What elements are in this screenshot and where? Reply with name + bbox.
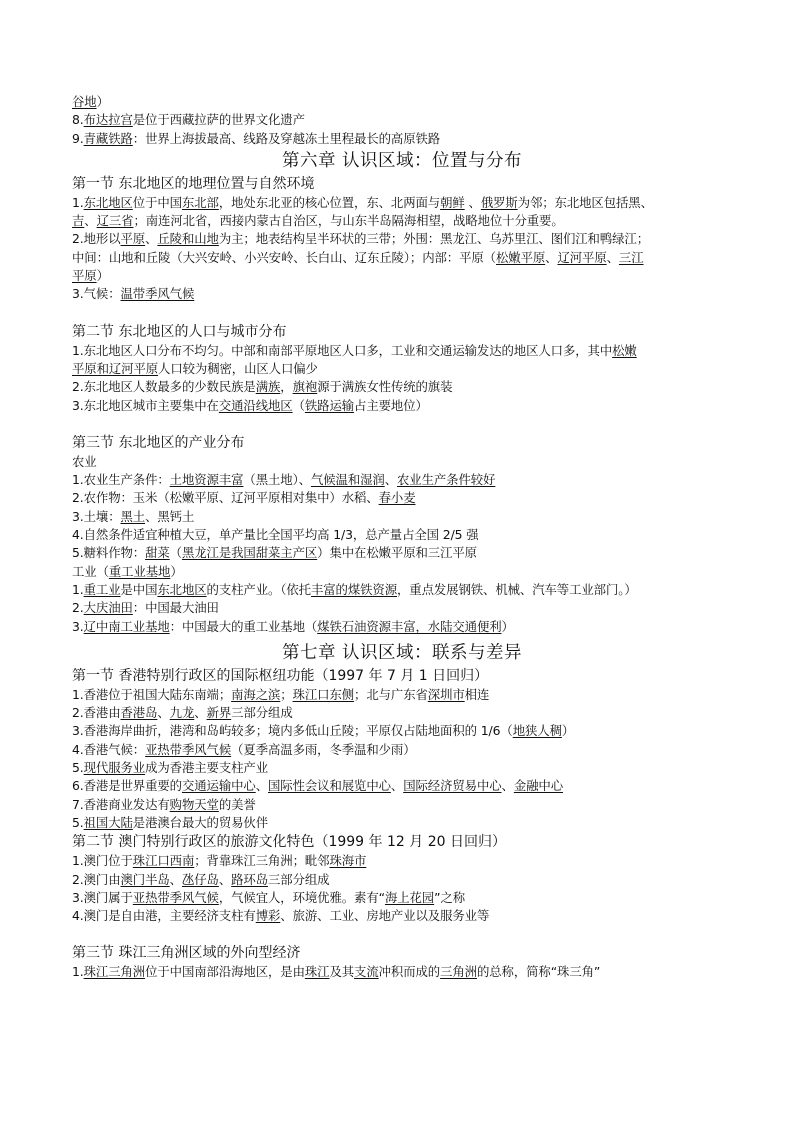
underlined-key-term: 亚热带季风气候 xyxy=(145,741,232,757)
text-line xyxy=(72,722,732,740)
text-run: 1.农业生产条件： xyxy=(72,472,170,488)
underlined-key-term: 重工业基地 xyxy=(108,563,171,579)
underlined-key-term: 地狭人稠 xyxy=(512,723,562,739)
text-run: 1.澳门位于 xyxy=(72,853,133,869)
underlined-key-term: 气候温和湿润 xyxy=(310,472,385,488)
text-run: 三部分组成 xyxy=(231,705,293,721)
text-line xyxy=(72,378,732,396)
underlined-key-term: 甜菜 xyxy=(145,545,170,561)
text-run: 5.糖料作物： xyxy=(72,545,146,561)
text-line xyxy=(72,741,732,759)
underlined-key-term: 满族 xyxy=(255,379,281,395)
text-run: 是中国 xyxy=(120,581,158,597)
text-run: 2.香港由 xyxy=(72,705,121,721)
text-run: 3.东北地区城市主要集中在 xyxy=(72,397,219,413)
text-line xyxy=(72,907,732,925)
text-run: 5. xyxy=(72,814,84,830)
underlined-key-term: 珠江口东侧 xyxy=(292,686,355,702)
underlined-key-term: 温带季风气候 xyxy=(120,286,195,302)
chapter-heading: 第七章 认识区域：联系与差异 xyxy=(281,642,523,663)
text-run: 位于中国南部沿海地区，是由 xyxy=(145,964,305,980)
underlined-key-term: 交通沿线地区 xyxy=(218,397,293,413)
text-line xyxy=(72,267,732,285)
text-run: 人口较为稠密，山区人口偏少 xyxy=(158,360,318,376)
text-run: 1. xyxy=(72,581,84,597)
text-run: ） xyxy=(501,618,514,634)
underlined-key-term: 南海之滨 xyxy=(231,686,281,702)
text-run: 是港澳台最大的贸易伙伴 xyxy=(132,814,268,830)
text-run: 1. xyxy=(72,964,84,980)
text-run: 3.气候： xyxy=(72,286,121,302)
text-run: ，地处东北亚的核心位置，东、北两面与 xyxy=(218,194,441,210)
underlined-key-term: 东北地区 xyxy=(157,581,207,597)
underlined-key-term: 俄罗斯 xyxy=(480,194,518,210)
underlined-key-term: 购物天堂 xyxy=(169,796,219,812)
underlined-key-term: 三江 xyxy=(618,249,644,265)
text-line xyxy=(72,759,732,777)
text-run: 是位于西藏拉萨的世界文化遗产 xyxy=(132,112,305,128)
text-run: 、 xyxy=(501,778,514,794)
underlined-key-term: 辽三省 xyxy=(96,213,134,229)
underlined-key-term: 煤铁石油资源丰富，水陆交通便利 xyxy=(317,618,502,634)
text-run: 1.东北地区人口分布不均匀。中部和南部平原地区人口多，工业和交通运输发达的地区人口多，其中 xyxy=(72,342,613,358)
underlined-key-term: 国际性会议和展览中心 xyxy=(268,778,391,794)
text-line xyxy=(72,526,732,544)
text-line xyxy=(72,508,732,526)
underlined-key-term: 支流 xyxy=(354,964,379,980)
text-run: 及其 xyxy=(329,964,355,980)
text-run: 3.香港海岸曲折，港湾和岛屿较多；境内多低山丘陵；平原仅占陆地面积的 1/6（ xyxy=(72,723,513,739)
text-line xyxy=(72,489,732,507)
underlined-key-term: 新界 xyxy=(206,705,232,721)
underlined-key-term: 朝鲜 xyxy=(440,194,465,210)
text-line xyxy=(72,249,732,267)
underlined-key-term: 大庆油田 xyxy=(83,600,133,616)
text-run: ， xyxy=(280,379,293,395)
underlined-key-term: 亚热带季风气候 xyxy=(132,889,219,905)
text-run: （夏季高温多雨，冬季温和少雨） xyxy=(231,741,416,757)
text-run: ：中国最大的重工业基地（ xyxy=(169,618,318,634)
text-run: （ xyxy=(292,397,305,413)
text-line xyxy=(72,563,732,581)
text-run: 位于中国 xyxy=(132,194,182,210)
text-run: 6.香港是世界重要的 xyxy=(72,778,182,794)
underlined-key-term: 香港岛 xyxy=(120,705,158,721)
text-line xyxy=(72,599,732,617)
text-run: 2.东北地区人数最多的少数民族是 xyxy=(72,379,256,395)
text-run: 1.香港位于祖国大陆东南端； xyxy=(72,686,232,702)
text-run: ） xyxy=(96,94,109,109)
text-run: ”之称 xyxy=(434,889,466,905)
text-line xyxy=(72,618,732,636)
text-run: ）集中在松嫩平原和三江平原 xyxy=(317,545,477,561)
text-run: ； xyxy=(280,686,293,702)
underlined-key-term: 珠江口西南 xyxy=(132,853,195,869)
text-run: 、 xyxy=(384,472,398,488)
paragraph-gap xyxy=(72,415,732,433)
text-run: 4.香港气候： xyxy=(72,741,146,757)
text-run: 8. xyxy=(72,112,84,128)
underlined-key-term: 辽中南工业基地 xyxy=(83,618,170,634)
underlined-key-term: 金融中心 xyxy=(513,778,563,794)
text-line xyxy=(72,111,732,129)
text-run: 、 xyxy=(84,213,97,229)
text-run: 相连 xyxy=(464,686,490,702)
text-run: 源于满族女性传统的旗装 xyxy=(317,379,453,395)
text-line xyxy=(72,194,732,212)
text-run: 占主要地位） xyxy=(354,397,428,413)
text-run: 、 xyxy=(255,778,268,794)
section-heading: 第三节 珠江三角洲区域的外向型经济 xyxy=(72,945,301,962)
text-run: ） xyxy=(561,723,575,739)
underlined-key-term: 深圳市 xyxy=(427,686,465,702)
text-run: 、 xyxy=(390,778,404,794)
text-run: 2.农作物：玉米（松嫩平原、辽河平原相对集中）水稻、 xyxy=(72,490,379,506)
text-line xyxy=(72,212,732,230)
text-run: 4.自然条件适宜种植大豆，单产量比全国平均高 1/3，总产量占全国 2/5 强 xyxy=(72,527,479,543)
underlined-key-term: 祖国大陆 xyxy=(83,814,133,830)
text-run: 4.澳门是自由港，主要经济支柱有 xyxy=(72,908,256,924)
text-run: 、旅游、工业、房地产业以及服务业等 xyxy=(280,908,490,924)
text-run: 三部分组成 xyxy=(268,871,330,887)
underlined-key-term: 青藏铁路 xyxy=(83,130,133,146)
text-run: 、 xyxy=(464,194,481,210)
underlined-key-term: 平原 xyxy=(72,268,97,284)
document-page xyxy=(72,93,732,982)
underlined-key-term: 氹仔岛 xyxy=(181,871,219,887)
text-run: 3.澳门属于 xyxy=(72,889,133,905)
text-run: 、 xyxy=(545,249,558,265)
text-run: 工业（ xyxy=(72,563,109,579)
text-run: ；南连河北省，西接内蒙古自治区，与山东半岛隔海相望，战略地位十分重要。 xyxy=(133,213,564,229)
text-line xyxy=(72,704,732,722)
underlined-key-term: 松嫩 xyxy=(612,342,637,358)
text-run: 、 xyxy=(194,705,207,721)
underlined-key-term: 黑土 xyxy=(120,508,146,524)
text-run: 7.香港商业发达有 xyxy=(72,796,170,812)
text-line xyxy=(72,130,732,148)
chapter-heading: 第六章 认识区域：位置与分布 xyxy=(281,150,523,171)
underlined-key-term: 平原和辽河平原 xyxy=(72,360,159,376)
text-run: ） xyxy=(170,563,183,579)
underlined-key-term: 现代服务业 xyxy=(83,760,146,776)
text-run: 5. xyxy=(72,760,84,776)
underlined-key-term: 春小麦 xyxy=(378,490,416,506)
text-run: ） xyxy=(96,268,109,284)
section-heading: 第二节 澳门特别行政区的旅游文化特色（1999 年 12 月 20 日回归） xyxy=(72,834,506,851)
section-heading: 第二节 东北地区的人口与城市分布 xyxy=(72,323,287,340)
underlined-key-term: 东北部 xyxy=(181,194,219,210)
underlined-key-term: 丰富的煤铁资源 xyxy=(310,581,398,597)
text-line xyxy=(72,686,732,704)
text-run: 2.澳门由 xyxy=(72,871,121,887)
text-line xyxy=(72,93,732,111)
underlined-key-term: 土地资源丰富 xyxy=(169,472,244,488)
text-run: 、 xyxy=(145,231,158,247)
underlined-key-term: 珠海市 xyxy=(329,853,367,869)
underlined-key-term: 海上花园 xyxy=(384,889,435,905)
text-run: 冲积而成的 xyxy=(378,964,441,980)
underlined-key-term: 路环岛 xyxy=(231,871,269,887)
underlined-key-term: 平原 xyxy=(120,231,146,247)
section-heading: 第三节 东北地区的产业分布 xyxy=(72,434,245,451)
text-run: 的总称，简称“珠三角” xyxy=(476,964,601,980)
underlined-key-term: 九龙 xyxy=(169,705,195,721)
text-line xyxy=(72,796,732,814)
section-heading: 第一节 东北地区的地理位置与自然环境 xyxy=(72,175,315,192)
text-run: ：世界上海拔最高、线路及穿越冻土里程最长的高原铁路 xyxy=(132,130,441,146)
text-run: 3.土壤： xyxy=(72,508,121,524)
underlined-key-term: 国际经济贸易中心 xyxy=(403,778,502,794)
underlined-key-term: 农业生产条件较好 xyxy=(397,472,496,488)
underlined-key-term: 三角洲 xyxy=(440,964,477,980)
text-line xyxy=(72,889,732,907)
text-run: ；背靠珠江三角洲；毗邻 xyxy=(194,853,330,869)
text-run: 2.地形以 xyxy=(72,231,121,247)
text-run: ，气候宜人，环境优雅。素有“ xyxy=(218,889,385,905)
text-line xyxy=(72,852,732,870)
section-heading: 第一节 香港特别行政区的国际枢纽功能（1997 年 7 月 1 日回归） xyxy=(72,667,489,684)
text-run: 、 xyxy=(157,705,170,721)
underlined-key-term: 丘陵和山地 xyxy=(157,231,219,247)
underlined-key-term: 澳门半岛 xyxy=(120,871,170,887)
text-run: 成为香港主要支柱产业 xyxy=(145,760,268,776)
text-run: 农业 xyxy=(72,453,97,469)
text-run: 为主；地表结构呈半环状的三带；外围：黑龙江、乌苏里江、图们江和鸭绿江； xyxy=(218,231,650,247)
text-run: 、黑钙土 xyxy=(145,508,195,524)
text-run: （ xyxy=(169,545,182,561)
underlined-key-term: 布达拉宫 xyxy=(83,112,133,128)
text-run: 、 xyxy=(218,871,232,887)
underlined-key-term: 辽河平原 xyxy=(557,249,607,265)
text-run: 的美誉 xyxy=(218,796,256,812)
text-line xyxy=(72,360,732,378)
underlined-key-term: 博彩 xyxy=(255,908,281,924)
text-run: ，重点发展钢铁、机械、汽车等工业部门。） xyxy=(397,581,637,597)
text-line xyxy=(72,544,732,562)
text-line xyxy=(72,581,732,599)
paragraph-gap xyxy=(72,925,732,943)
text-run: 3. xyxy=(72,618,84,634)
underlined-key-term: 交通运输中心 xyxy=(181,778,256,794)
text-run: 、 xyxy=(606,249,619,265)
underlined-key-term: 东北地区 xyxy=(83,194,133,210)
text-line xyxy=(72,342,732,360)
text-line xyxy=(72,453,732,471)
text-run: 2. xyxy=(72,600,84,616)
text-line xyxy=(72,814,732,832)
text-line xyxy=(72,871,732,889)
text-run: 的支柱产业。（依托 xyxy=(206,581,311,597)
text-run: 为邻；东北地区包括黑、 xyxy=(517,194,653,210)
text-line xyxy=(72,285,732,303)
text-line xyxy=(72,471,732,489)
underlined-key-term: 旗袍 xyxy=(292,379,318,395)
underlined-key-term: 谷地 xyxy=(72,94,97,109)
text-line xyxy=(72,230,732,248)
underlined-key-term: 重工业 xyxy=(83,581,121,597)
underlined-key-term: 黑龙江是我国甜菜主产区 xyxy=(181,545,318,561)
underlined-key-term: 珠江 xyxy=(304,964,330,980)
underlined-key-term: 松嫩平原 xyxy=(495,249,546,265)
text-run: 中间：山地和丘陵（大兴安岭、小兴安岭、长白山、辽东丘陵）；内部：平原（ xyxy=(72,249,496,265)
text-line xyxy=(72,397,732,415)
text-run: ；北与广东省 xyxy=(354,686,428,702)
underlined-key-term: 铁路运输 xyxy=(304,397,355,413)
underlined-key-term: 珠江三角洲 xyxy=(83,964,146,980)
paragraph-gap xyxy=(72,304,732,322)
text-line xyxy=(72,963,732,981)
text-run: ：中国最大油田 xyxy=(132,600,219,616)
text-run: （黑土地）、 xyxy=(243,472,311,488)
text-run: 、 xyxy=(169,871,182,887)
text-run: 9. xyxy=(72,130,84,146)
text-run: 1. xyxy=(72,194,84,210)
text-line xyxy=(72,777,732,795)
underlined-key-term: 吉 xyxy=(72,213,85,229)
